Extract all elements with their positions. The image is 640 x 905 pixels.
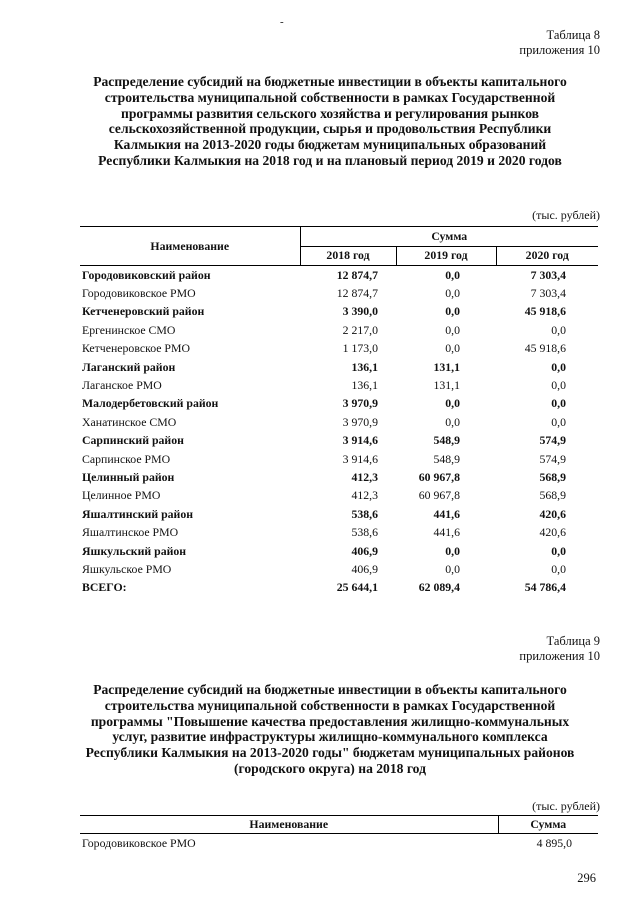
- value-2018: 3 914,6: [342, 433, 378, 448]
- value-2020: 0,0: [551, 396, 566, 411]
- table-row: [80, 523, 598, 541]
- row-name: Яшкульское РМО: [82, 561, 172, 576]
- value-2020: 568,9: [539, 469, 566, 484]
- row-name: Ханатинское СМО: [82, 414, 177, 429]
- table-row: [80, 450, 598, 468]
- value-2020: 7 303,4: [530, 286, 566, 301]
- table8-units: (тыс. рублей): [532, 208, 600, 222]
- row-name: Сарпинский район: [82, 433, 184, 448]
- table8-title: Распределение субсидий на бюджетные инвестиции в объекты капитального строительства муниципальной собственности в рамках Государственной программы развития сельского хозяйства и регулирования рынков сельскохозяйственной продукции, сырья и продовольствия Республики Калмыкия на 2013-2020 годы бюджетам муниципальных образований Республики Калмыкия на 2018 год и на плановый период 2019 и 2020 годов: [93, 74, 567, 168]
- row-name: Ергенинское СМО: [82, 322, 176, 337]
- value-2019: 60 967,8: [418, 469, 460, 484]
- row-name: Лаганский район: [82, 359, 176, 374]
- value-2019: 548,9: [433, 451, 460, 466]
- value-2020: 0,0: [551, 414, 566, 429]
- table9-ref-line2: приложения 10: [519, 649, 600, 663]
- table9-reference: [519, 634, 600, 664]
- table-row: [80, 505, 598, 523]
- value-2018: 3 390,0: [342, 304, 378, 319]
- value-2019: 0,0: [445, 396, 460, 411]
- table9-units: (тыс. рублей): [532, 799, 600, 813]
- value-2020: 45 918,6: [524, 341, 566, 356]
- row-value: 4 895,0: [536, 835, 572, 850]
- value-2020: 420,6: [539, 525, 566, 540]
- value-2019: 131,1: [433, 359, 460, 374]
- row-name: Яшалтинское РМО: [82, 525, 179, 540]
- value-2019: 441,6: [433, 506, 460, 521]
- value-2018: 1 173,0: [342, 341, 378, 356]
- value-2019: 0,0: [445, 322, 460, 337]
- value-2020: 420,6: [539, 506, 566, 521]
- value-2019: 0,0: [445, 561, 460, 576]
- value-2018: 136,1: [351, 378, 378, 393]
- table8-header-name: Наименование: [80, 227, 300, 266]
- value-2018: 3 970,9: [342, 414, 378, 429]
- value-2018: 412,3: [351, 469, 378, 484]
- row-name: Кетченеровское РМО: [82, 341, 190, 356]
- value-2019: 0,0: [445, 286, 460, 301]
- value-2018: 12 874,7: [336, 286, 378, 301]
- value-2019: 0,0: [445, 304, 460, 319]
- value-2018: 3 914,6: [342, 451, 378, 466]
- value-2018: 406,9: [351, 561, 378, 576]
- table8-header-sum: Сумма: [300, 227, 598, 247]
- table-row: [80, 432, 598, 450]
- table-row: [80, 358, 598, 376]
- value-2019: 441,6: [433, 525, 460, 540]
- row-name: Сарпинское РМО: [82, 451, 171, 466]
- value-2018: 412,3: [351, 488, 378, 503]
- table-row: [80, 395, 598, 413]
- table9-header-name: Наименование: [80, 816, 498, 834]
- total-2019: 62 089,4: [418, 580, 460, 595]
- table9: [80, 815, 598, 852]
- value-2018: 3 970,9: [342, 396, 378, 411]
- row-name: Кетченеровский район: [82, 304, 205, 319]
- value-2020: 0,0: [551, 378, 566, 393]
- table8: [80, 226, 598, 597]
- value-2019: 548,9: [433, 433, 460, 448]
- total-2020: 54 786,4: [524, 580, 566, 595]
- value-2018: 538,6: [351, 525, 378, 540]
- table8-header-year: 2019 год: [396, 246, 496, 266]
- row-name: Яшалтинский район: [82, 506, 194, 521]
- table-row: [80, 303, 598, 321]
- row-name: Лаганское РМО: [82, 378, 162, 393]
- table-row: [80, 284, 598, 302]
- value-2020: 568,9: [539, 488, 566, 503]
- value-2018: 12 874,7: [336, 267, 378, 282]
- value-2018: 406,9: [351, 543, 378, 558]
- table-row: [80, 542, 598, 560]
- value-2020: 0,0: [551, 359, 566, 374]
- table-row: [80, 340, 598, 358]
- value-2020: 0,0: [551, 543, 566, 558]
- table8-header-year: 2020 год: [496, 246, 598, 266]
- row-name: Малодербетовский район: [82, 396, 219, 411]
- value-2020: 45 918,6: [524, 304, 566, 319]
- table9-ref-line1: Таблица 9: [546, 634, 600, 648]
- value-2020: 7 303,4: [530, 267, 566, 282]
- value-2020: 574,9: [539, 433, 566, 448]
- value-2020: 574,9: [539, 451, 566, 466]
- table8-reference: [519, 28, 600, 58]
- scan-mark: -: [280, 16, 284, 28]
- table-row: [80, 376, 598, 394]
- row-name: Целинный район: [82, 469, 175, 484]
- value-2019: 0,0: [445, 267, 460, 282]
- table8-header-year: 2018 год: [326, 248, 370, 263]
- value-2019: 131,1: [433, 378, 460, 393]
- table-row: [80, 487, 598, 505]
- row-name: Городовиковское РМО: [82, 835, 196, 850]
- table-row: [80, 321, 598, 339]
- total-label: ВСЕГО:: [82, 580, 127, 595]
- table-row: [80, 560, 598, 578]
- table-row: [80, 266, 598, 285]
- value-2020: 0,0: [551, 561, 566, 576]
- table-row: [80, 468, 598, 486]
- value-2020: 0,0: [551, 322, 566, 337]
- value-2018: 2 217,0: [342, 322, 378, 337]
- value-2019: 0,0: [445, 414, 460, 429]
- table-total-row: [80, 579, 598, 597]
- row-name: Яшкульский район: [82, 543, 187, 558]
- table8-ref-line2: приложения 10: [519, 43, 600, 57]
- table8-ref-line1: Таблица 8: [546, 28, 600, 42]
- row-name: Городовиковское РМО: [82, 286, 196, 301]
- value-2019: 0,0: [445, 543, 460, 558]
- value-2019: 0,0: [445, 341, 460, 356]
- table9-title: Распределение субсидий на бюджетные инвестиции в объекты капитального строительства муниципальной собственности в рамках Государственной программы "Повышение качества предоставления жилищно-коммунальных услуг, развитие инфраструктуры жилищно-коммунального комплекса Республики Калмыкия на 2013-2020 годы" бюджетам муниципальных районов (городского округа) на 2018 год: [85, 682, 575, 776]
- table9-header-sum: Сумма: [498, 816, 598, 834]
- page-number: 296: [577, 871, 596, 885]
- table-row: [80, 413, 598, 431]
- value-2018: 136,1: [351, 359, 378, 374]
- total-2018: 25 644,1: [336, 580, 378, 595]
- row-name: Городовиковский район: [82, 267, 211, 282]
- value-2018: 538,6: [351, 506, 378, 521]
- row-name: Целинное РМО: [82, 488, 161, 503]
- value-2019: 60 967,8: [418, 488, 460, 503]
- table-row: [80, 834, 598, 853]
